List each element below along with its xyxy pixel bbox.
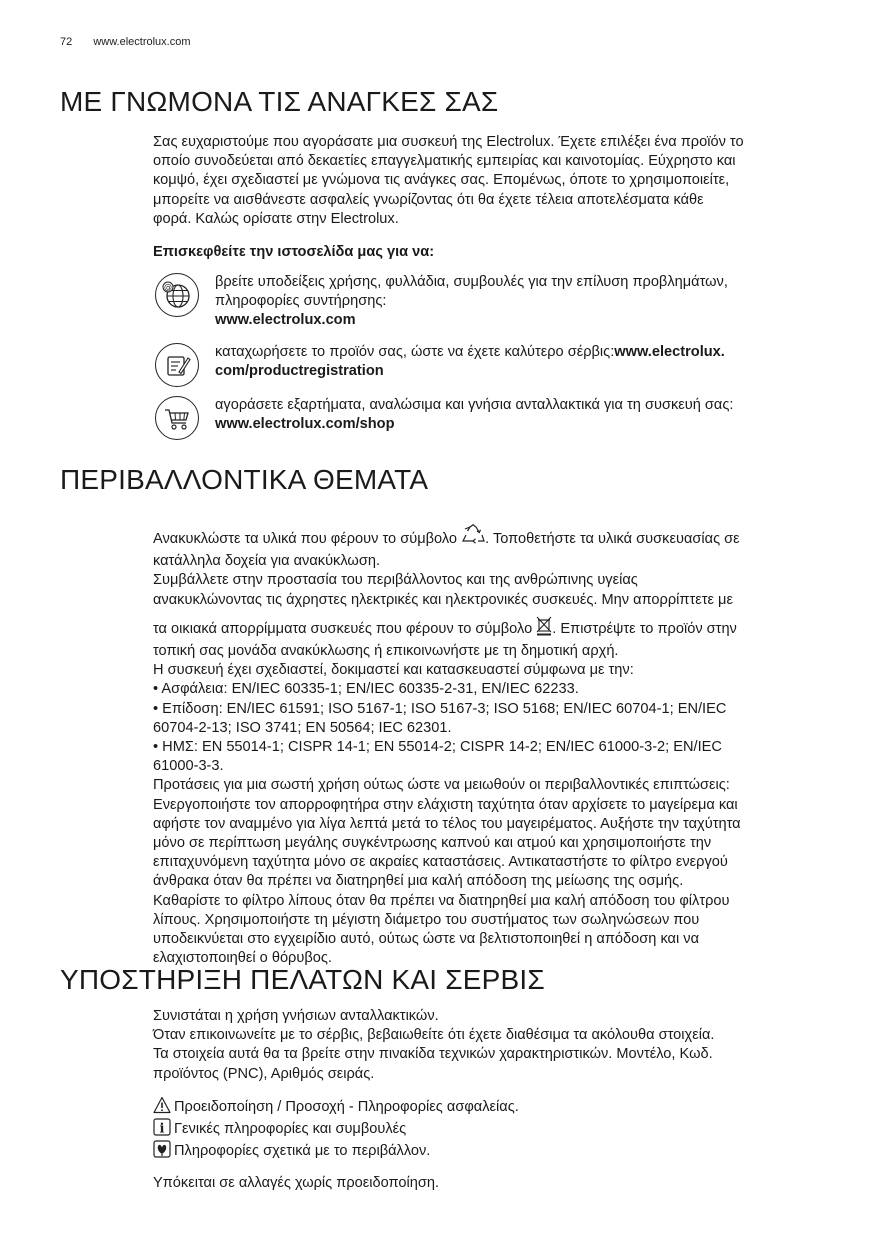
registration-link[interactable]: com/productregistration bbox=[215, 363, 384, 380]
environment-line: επιταχυνόμενη ταχύτητα μόνο σε ακραίες καταστάσεις. Αντικαταστήστε το φίλτρο ενεργού bbox=[153, 854, 728, 871]
registration-icon bbox=[155, 343, 199, 387]
registration-link[interactable]: www.electrolux. bbox=[614, 344, 725, 360]
intro-paragraph bbox=[153, 133, 833, 229]
svg-text:@: @ bbox=[164, 282, 172, 292]
weee-text: τα οικιακά απορρίμματα συσκευές που φέρουν το σύμβολο bbox=[153, 620, 537, 637]
standard-emc: • ΗΜΣ: EN 55014-1; CISPR 14-1; EN 55014-2; CISPR 14-2; EN/IEC 61000-3-2; EN/IEC bbox=[153, 739, 722, 756]
environment-line: λίπους. Χρησιμοποιήστε τη μέγιστη διάμετρο του συστήματος των σωληνώσεων που bbox=[153, 911, 700, 928]
page-header bbox=[60, 36, 209, 48]
environment-line: ελαχιστοποιηθεί ο θόρυβος. bbox=[153, 950, 332, 967]
environment-line: Καθαρίστε το φίλτρο λίπους όταν θα πρέπει να διατηρηθεί μια καλή απόδοση του φίλτρου bbox=[153, 892, 730, 909]
support-line: προϊόντος (PNC), Αριθμός σειράς. bbox=[153, 1065, 375, 1082]
support-line: Τα στοιχεία αυτά θα τα βρείτε στην πινακίδα τεχνικών χαρακτηριστικών. Μοντέλο, Κωδ. bbox=[153, 1046, 713, 1063]
page-number: 72 bbox=[60, 36, 73, 48]
website-url[interactable]: www.electrolux.com bbox=[93, 36, 191, 48]
weee-text: . Επιστρέψτε το προϊόν στην bbox=[552, 620, 737, 637]
environment-line: μόνο σε περίπτωση μεγάλης συγκέντρωσης καπνού και ατμού και χρησιμοποιήστε την bbox=[153, 835, 712, 852]
section-title-support: ΥΠΟΣΤΗΡΙΞΗ ΠΕΛΑΤΩΝ ΚΑΙ ΣΕΡΒΙΣ bbox=[60, 964, 545, 995]
svg-text:i: i bbox=[159, 1121, 165, 1136]
intro-line: κομψό, έχει σχεδιαστεί με γνώμονα τις ανάγκες σας. Επομένως, όποτε το χρησιμοποιείτε, bbox=[153, 172, 730, 189]
environment-line: ανακυκλώνοντας τις άχρηστες ηλεκτρικές και ηλεκτρονικές συσκευές. Μην απορρίπτετε με bbox=[153, 591, 733, 608]
intro-line: οποίο συνοδεύεται από δεκαετίες επαγγελματικής εμπειρίας και καινοτομίας. Εύχρηστο και bbox=[153, 153, 736, 170]
visit-item-text: καταχωρήσετε το προϊόν σας, ώστε να έχετε καλύτερο σέρβις: bbox=[215, 344, 615, 360]
symbol-legend bbox=[153, 1096, 833, 1162]
shop-link[interactable]: www.electrolux.com/shop bbox=[215, 416, 395, 433]
standard-emc: 61000-3-3. bbox=[153, 758, 224, 775]
environment-line: υποδεικνύεται στο εγχειρίδιο αυτό, ούτως ώστε να βελτιστοποιηθεί η απόδοση και να bbox=[153, 931, 700, 948]
intro-line: φορά. Καλώς ορίσατε στην Electrolux. bbox=[153, 210, 399, 227]
standard-performance: 60704-2-13; ISO 3741; EN 50564; IEC 62301. bbox=[153, 719, 452, 736]
visit-heading: Επισκεφθείτε την ιστοσελίδα μας για να: bbox=[153, 244, 435, 260]
support-line: Συνιστάται η χρήση γνήσιων ανταλλακτικών. bbox=[153, 1008, 439, 1024]
intro-line: Σας ευχαριστούμε που αγοράσατε μια συσκευή της Electrolux. Έχετε επιλέξει ένα προϊόν το bbox=[153, 134, 744, 150]
legend-text: Πληροφορίες σχετικά με το περιβάλλον. bbox=[174, 1143, 431, 1159]
standard-performance: • Επίδοση: EN/IEC 61591; ISO 5167-1; ISO 5167-3; ISO 5168; EN/IEC 60704-1; EN/IEC bbox=[153, 700, 727, 717]
environment-line: κατάλληλα δοχεία για ανακύκλωση. bbox=[153, 553, 381, 570]
legend-text: Προειδοποίηση / Προσοχή - Πληροφορίες ασφαλείας. bbox=[174, 1099, 519, 1115]
info-icon bbox=[153, 1118, 171, 1136]
recycle-text: . Τοποθετήστε τα υλικά συσκευασίας σε bbox=[485, 531, 740, 547]
support-text bbox=[153, 1007, 833, 1084]
visit-item-text: πληροφορίες συντήρησης: bbox=[215, 293, 387, 310]
environment-line: Προτάσεις για μια σωστή χρήση ούτως ώστε να μειωθούν οι περιβαλλοντικές επιπτώσεις: bbox=[153, 777, 730, 794]
standard-safety: • Ασφάλεια: EN/IEC 60335-1; EN/IEC 60335-2-31, EN/IEC 62233. bbox=[153, 681, 579, 698]
section-title-environment: ΠΕΡΙΒΑΛΛΟΝΤΙΚΑ ΘΕΜΑΤΑ bbox=[60, 464, 429, 495]
environment-line: αφήστε τον αναμμένο για λίγα λεπτά μετά το τέλος του μαγειρέματος. Αυξήστε την ταχύτητα bbox=[153, 815, 741, 832]
recycle-text: Ανακυκλώστε τα υλικά που φέρουν το σύμβολο bbox=[153, 531, 462, 547]
visit-item-tips bbox=[153, 273, 833, 331]
environment-line: Η συσκευή έχει σχεδιαστεί, δοκιμαστεί και κατασκευαστεί σύμφωνα με την: bbox=[153, 662, 634, 679]
weee-bin-icon bbox=[536, 616, 552, 642]
legend-item bbox=[153, 1118, 833, 1140]
environment-icon bbox=[153, 1140, 171, 1158]
support-line: Όταν επικοινωνείτε με το σέρβις, βεβαιωθείτε ότι έχετε διαθέσιμα τα ακόλουθα στοιχεία. bbox=[153, 1027, 715, 1044]
environment-line: τοπική σας μονάδα ανακύκλωσης ή επικοινωνήστε με τη δημοτική αρχή. bbox=[153, 643, 619, 660]
visit-item-shop bbox=[153, 396, 833, 440]
environment-line: Ενεργοποιήστε τον απορροφητήρα στην ελάχιστη ταχύτητα όταν αρχίσετε το μαγείρεμα και bbox=[153, 796, 738, 813]
legend-item bbox=[153, 1140, 833, 1162]
visit-item-registration bbox=[153, 343, 833, 387]
environment-line: Συμβάλλετε στην προστασία του περιβάλλοντος και της ανθρώπινης υγείας bbox=[153, 572, 638, 589]
environment-line: άνθρακα όταν θα πρέπει να διατηρηθεί μια καλή απόδοση της μείωσης της οσμής. bbox=[153, 873, 684, 890]
visit-item-text: αγοράσετε εξαρτήματα, αναλώσιμα και γνήσια ανταλλακτικά για τη συσκευή σας: bbox=[215, 397, 734, 413]
warning-icon bbox=[153, 1096, 171, 1114]
intro-line: μπορείτε να αισθάνεστε ασφαλείς γνωρίζοντας ότι θα έχετε τέλεια αποτελέσματα κάθε bbox=[153, 191, 704, 208]
website-link[interactable]: www.electrolux.com bbox=[215, 312, 356, 329]
legend-text: Γενικές πληροφορίες και συμβουλές bbox=[174, 1121, 407, 1137]
environment-text bbox=[153, 524, 833, 968]
shopping-cart-icon bbox=[155, 396, 199, 440]
legend-item bbox=[153, 1096, 833, 1118]
globe-icon bbox=[155, 273, 199, 317]
recycle-icon bbox=[461, 524, 485, 552]
section-title-needs: ΜΕ ΓΝΩΜΟΝΑ ΤΙΣ ΑΝΑΓΚΕΣ ΣΑΣ bbox=[60, 86, 499, 117]
visit-item-text: βρείτε υποδείξεις χρήσης, φυλλάδια, συμβουλές για την επίλυση προβλημάτων, bbox=[215, 274, 728, 290]
footer-note: Υπόκειται σε αλλαγές χωρίς προειδοποίηση. bbox=[153, 1175, 440, 1191]
